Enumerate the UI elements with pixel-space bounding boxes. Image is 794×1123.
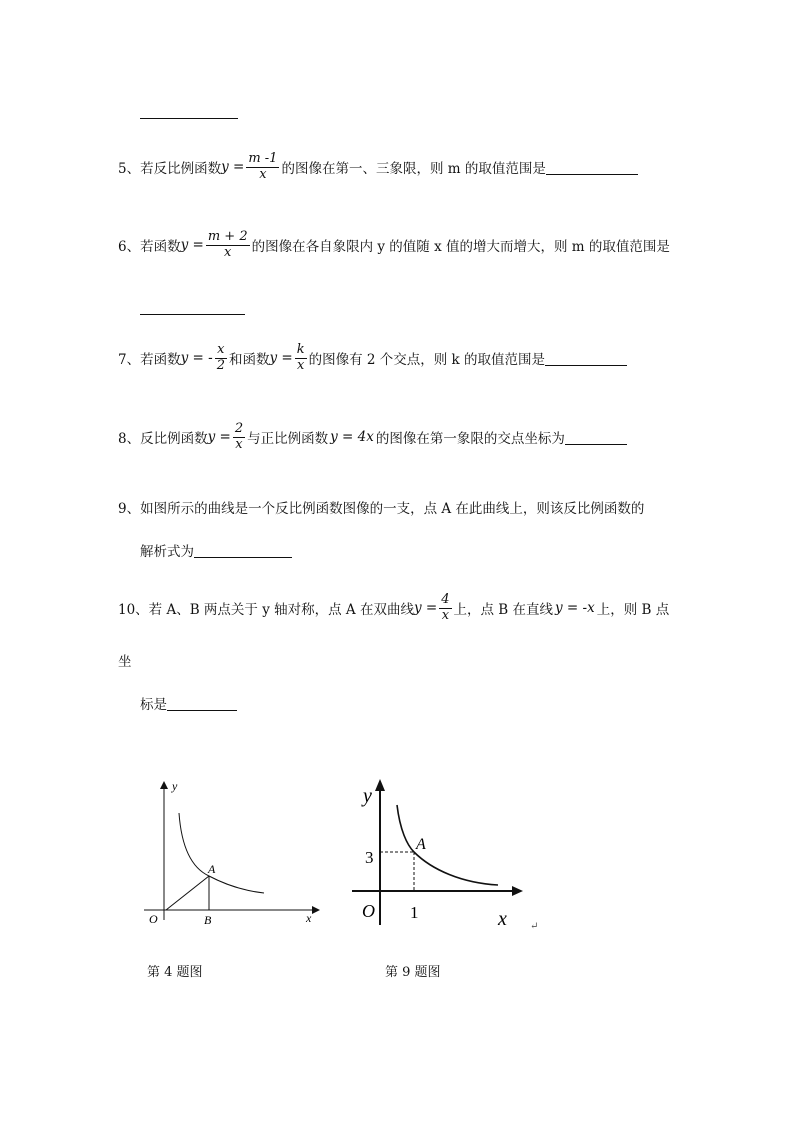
q7-frac2-den: x — [296, 357, 305, 373]
q7-frac1-den: 2 — [216, 357, 225, 373]
fig4-caption: 第 4 题图 — [147, 965, 203, 980]
q8-frac-den: x — [235, 436, 243, 452]
q8-blank[interactable] — [565, 430, 627, 445]
fig9-x-arrow — [512, 886, 523, 896]
q10-mid: 上，点 B 在直线 — [453, 602, 554, 619]
q8-prefix: 8、反比例函数 — [118, 431, 208, 448]
q6-answer-line — [140, 300, 245, 315]
fig9-label-y: y — [363, 785, 372, 807]
q6-blank[interactable] — [140, 300, 245, 315]
fig4-label-y: y — [172, 779, 178, 793]
fig4-label-x: x — [306, 911, 312, 925]
q7-fraction-2 — [295, 343, 307, 374]
q6-frac-num: m + 2 — [207, 229, 248, 244]
fig9-return-mark: ↵ — [530, 921, 539, 932]
q6-frac-den: x — [224, 244, 232, 260]
question-9 — [118, 497, 644, 517]
fig4-label-a: A — [208, 862, 216, 876]
q7-y-eq2: y = — [269, 350, 293, 367]
fig4-y-arrow — [160, 781, 168, 789]
fig9-label-1: 1 — [410, 903, 419, 922]
q10-answer-line — [140, 693, 237, 713]
q4-blank[interactable] — [140, 104, 238, 119]
q5-suffix: 的图像在第一、三象限，则 m 的取值范围是 — [281, 161, 546, 178]
q5-y-eq: y = — [221, 159, 245, 176]
q8-fraction — [233, 422, 245, 453]
q4-answer-line — [140, 104, 238, 119]
q9-answer-line — [140, 540, 292, 560]
question-7 — [118, 343, 627, 374]
fig4-label-b: B — [204, 913, 212, 925]
q10-frac-den: x — [441, 607, 450, 623]
q10-line2-text: 坐 — [118, 654, 132, 670]
fig4-curve — [179, 813, 264, 893]
fig9-label-x: x — [498, 908, 507, 930]
q7-blank[interactable] — [545, 351, 627, 366]
q9-blank[interactable] — [194, 543, 292, 558]
q8-eq2: y = 4x — [330, 429, 374, 446]
q10-prefix: 10、若 A、B 两点关于 y 轴对称，点 A 在双曲线 — [118, 602, 414, 619]
q7-fraction-1 — [215, 343, 227, 374]
q5-blank[interactable] — [546, 160, 638, 175]
q7-frac2-num: k — [296, 342, 305, 357]
fig4-x-arrow — [312, 906, 320, 914]
q10-fraction — [439, 593, 451, 624]
fig9-label-3: 3 — [365, 848, 374, 867]
fig9-label-o: O — [362, 901, 375, 921]
fig9-y-arrow — [375, 779, 385, 791]
figure-4 — [136, 775, 326, 925]
q10-eq2: y = -x — [555, 600, 595, 617]
figure-9 — [352, 775, 552, 935]
q8-mid: 与正比例函数 — [247, 431, 329, 448]
q8-frac-num: 2 — [234, 421, 244, 436]
q10-line3: 标是 — [140, 697, 167, 713]
q6-suffix: 的图像在各自象限内 y 的值随 x 值的增大而增大，则 m 的取值范围是 — [251, 239, 670, 256]
q10-blank[interactable] — [167, 696, 237, 711]
q8-suffix: 的图像在第一象限的交点坐标为 — [375, 431, 565, 448]
q10-line2 — [118, 650, 132, 670]
q6-y-eq: y = — [180, 237, 204, 254]
q7-mid: 和函数 — [228, 352, 270, 369]
q5-prefix: 5、若反比例函数 — [118, 161, 222, 178]
question-10 — [118, 593, 669, 624]
fig4-label-o: O — [149, 912, 158, 925]
question-8 — [118, 422, 627, 453]
q10-y-eq: y = — [413, 600, 438, 617]
fig9-curve — [397, 805, 498, 885]
q8-y-eq: y = — [207, 429, 231, 446]
q7-y-eq1: y = - — [180, 350, 213, 367]
q5-fraction — [246, 152, 279, 183]
q10-frac-num: 4 — [441, 592, 450, 607]
q7-suffix: 的图像有 2 个交点，则 k 的取值范围是 — [308, 352, 546, 369]
q9-line1: 9、如图所示的曲线是一个反比例函数图像的一支，点 A 在此曲线上，则该反比例函数的 — [118, 501, 645, 517]
q5-frac-den: x — [259, 166, 267, 182]
question-6 — [118, 230, 670, 261]
fig9-caption: 第 9 题图 — [385, 965, 441, 980]
q6-fraction — [206, 230, 250, 261]
question-5 — [118, 152, 638, 183]
fig9-label-a: A — [416, 836, 426, 853]
q5-frac-num: m -1 — [248, 151, 278, 166]
q7-frac1-num: x — [217, 342, 225, 357]
q6-prefix: 6、若函数 — [118, 239, 181, 256]
q10-suffix: 上，则 B 点 — [596, 602, 670, 619]
q7-prefix: 7、若函数 — [118, 352, 181, 369]
q9-line2: 解析式为 — [140, 544, 194, 560]
fig4-segment-oa — [166, 876, 209, 910]
